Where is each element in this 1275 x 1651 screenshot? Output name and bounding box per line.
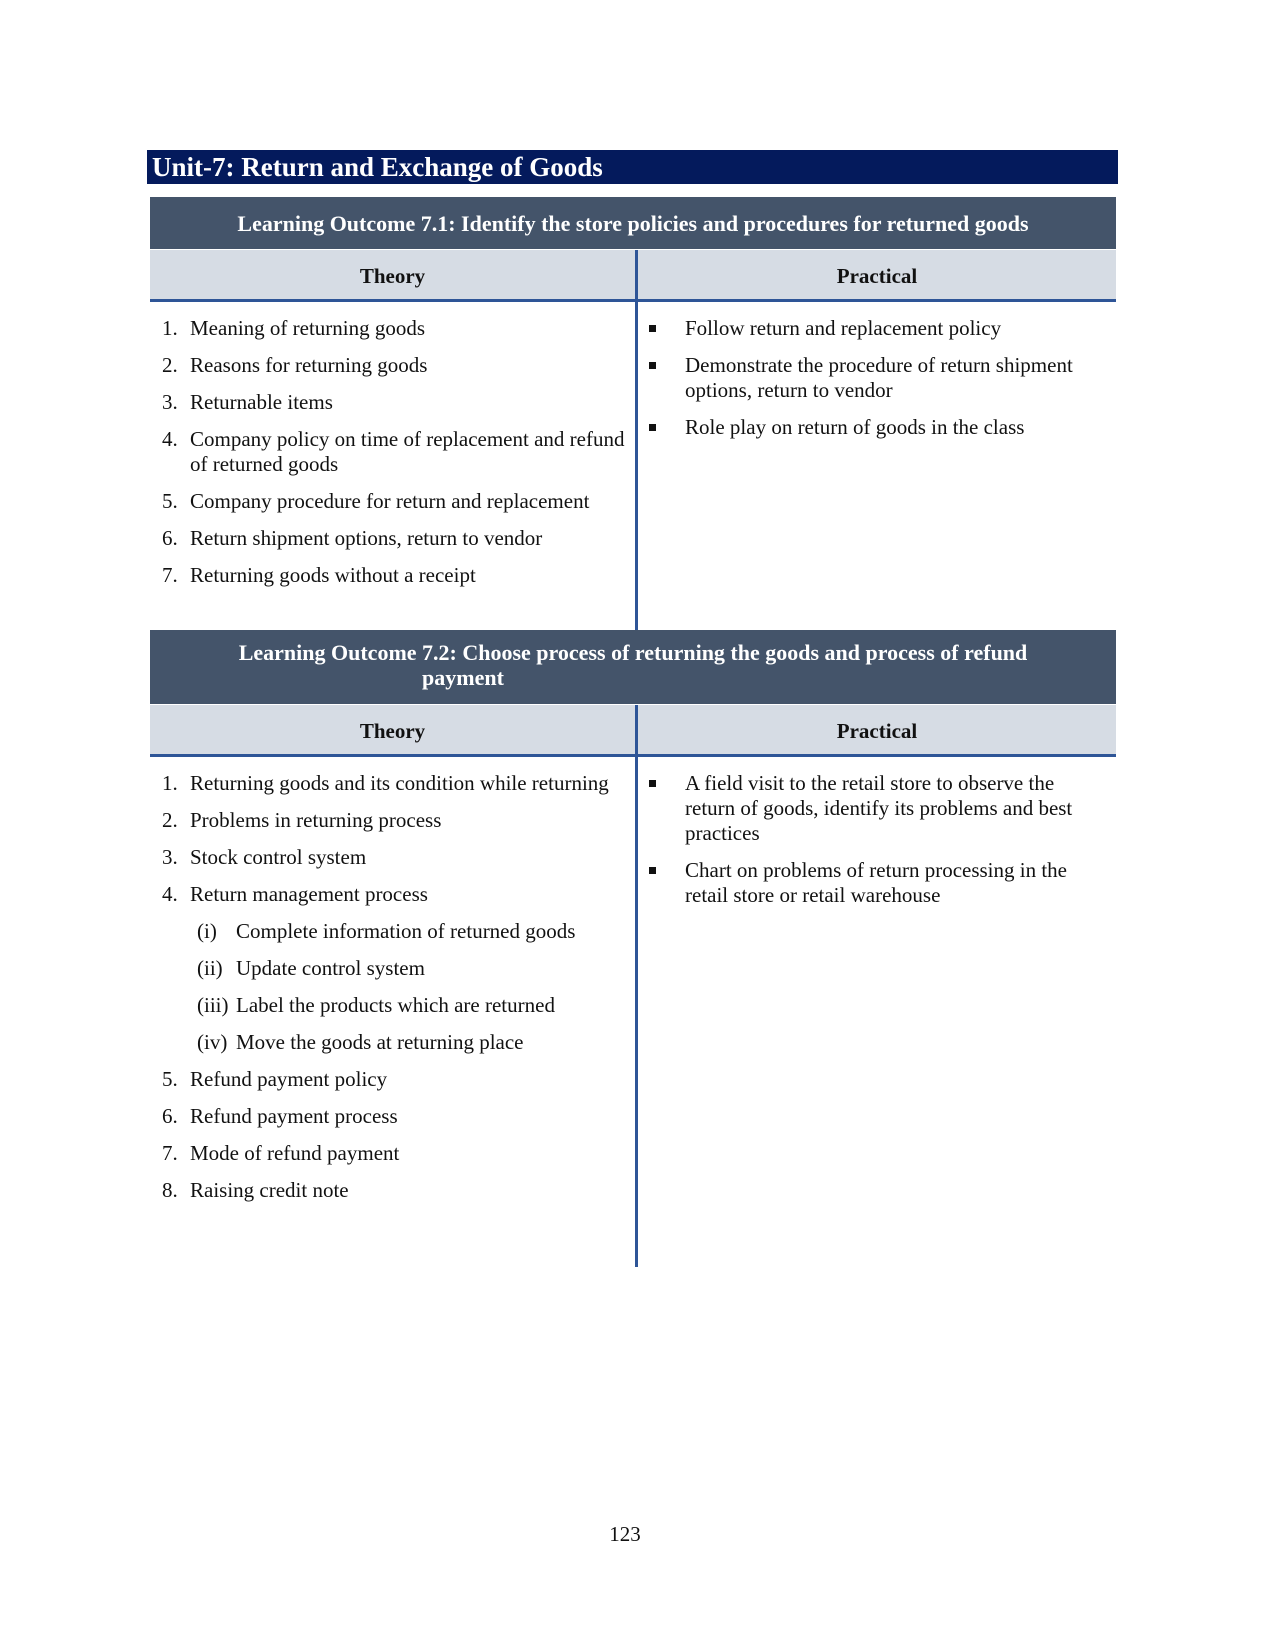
sub-list-item: (iv) Move the goods at returning place [197, 1030, 524, 1054]
theory-list-7-1 [150, 316, 630, 600]
list-item: Chart on problems of return processing in the retail store or retail warehouse [645, 858, 1105, 908]
learning-outcome-7-1-header [150, 197, 1116, 249]
list-item: 1. Returning goods and its condition while returning [162, 771, 609, 795]
sub-list-item: (i) Complete information of returned goods [197, 919, 576, 943]
list-item: 8. Raising credit note [162, 1178, 349, 1202]
learning-outcome-title: Learning Outcome 7.2: Choose process of returning the goods and process of refund [238, 640, 1028, 665]
list-item: 7. Returning goods without a receipt [162, 563, 476, 587]
list-item: A field visit to the retail store to observe the return of goods, identify its problems and best practices [645, 771, 1105, 846]
square-bullet-icon [649, 867, 656, 874]
practical-list-7-2 [645, 771, 1105, 920]
unit-title: Unit-7: Return and Exchange of Goods [147, 150, 1118, 184]
learning-outcome-title-continued: payment [422, 665, 504, 690]
square-bullet-icon [649, 362, 656, 369]
list-item: Role play on return of goods in the class [645, 415, 1105, 440]
list-item: 7. Mode of refund payment [162, 1141, 400, 1165]
list-item: 5. Company procedure for return and replacement [162, 489, 590, 513]
theory-column-header: Theory [150, 250, 635, 302]
square-bullet-icon [649, 325, 656, 332]
column-divider [635, 250, 638, 630]
list-item: 3. Returnable items [162, 390, 333, 414]
list-item: 6. Return shipment options, return to vendor [162, 526, 543, 550]
sub-list-item: (ii) Update control system [197, 956, 425, 980]
learning-outcome-7-2-header [150, 630, 1116, 704]
list-item: 3. Stock control system [162, 845, 367, 869]
list-item: 1. Meaning of returning goods [162, 316, 426, 340]
practical-list-7-1 [645, 316, 1105, 452]
practical-column-header: Practical [638, 705, 1116, 757]
theory-column-header: Theory [150, 705, 635, 757]
square-bullet-icon [649, 780, 656, 787]
sub-list-item: (iii) Label the products which are returned [197, 993, 555, 1017]
column-divider [635, 705, 638, 1267]
learning-outcome-title: Learning Outcome 7.1: Identify the store policies and procedures for returned goods [237, 211, 1029, 236]
list-item: 2. Reasons for returning goods [162, 353, 428, 377]
list-item: Demonstrate the procedure of return shipment options, return to vendor [645, 353, 1105, 403]
list-item: Follow return and replacement policy [645, 316, 1105, 341]
practical-column-header: Practical [638, 250, 1116, 302]
theory-list-7-2 [150, 771, 630, 1215]
list-item: 2. Problems in returning process [162, 808, 442, 832]
page-number: 123 [609, 1522, 641, 1546]
list-item: 4. Company policy on time of replacement and refund of returned goods [162, 427, 625, 476]
list-item: 6. Refund payment process [162, 1104, 398, 1128]
square-bullet-icon [649, 424, 656, 431]
list-item: 5. Refund payment policy [162, 1067, 388, 1091]
list-item: 4. Return management process [162, 882, 428, 906]
